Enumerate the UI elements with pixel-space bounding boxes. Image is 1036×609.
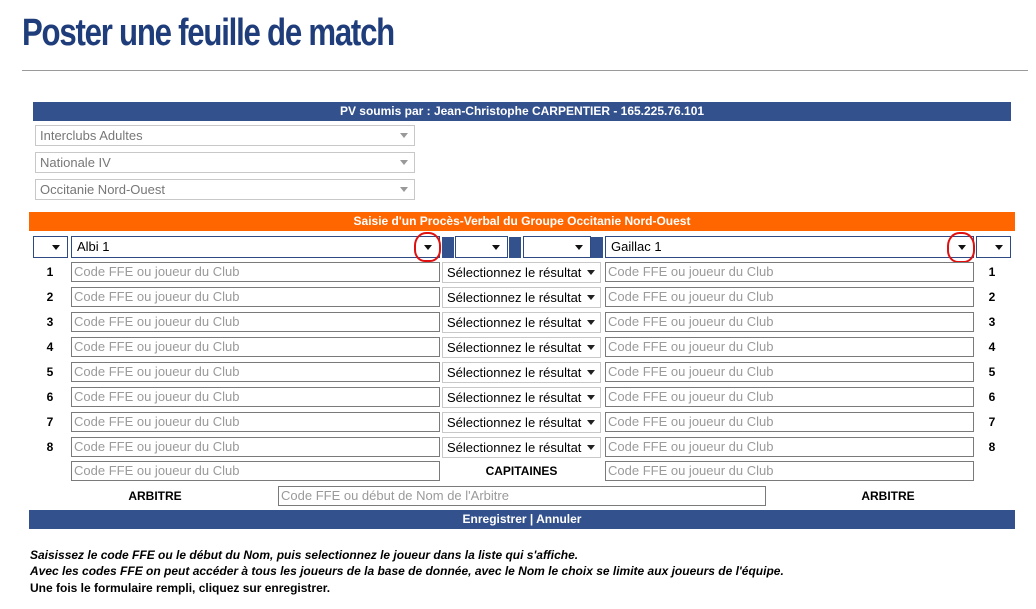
result-select[interactable] <box>442 412 601 433</box>
board-number: 4 <box>46 340 54 354</box>
board-number: 3 <box>988 315 996 329</box>
action-separator: | <box>529 512 534 526</box>
result-select[interactable] <box>442 337 601 358</box>
home-player-input[interactable]: Code FFE ou joueur du Club <box>71 287 440 307</box>
chevron-down-icon <box>587 445 595 450</box>
chevron-down-icon <box>587 345 595 350</box>
chevron-down-icon <box>995 245 1003 250</box>
board-number: 6 <box>46 390 54 404</box>
score-spacer <box>442 237 454 258</box>
home-player-input[interactable]: Code FFE ou joueur du Club <box>71 312 440 332</box>
board-number: 4 <box>988 340 996 354</box>
board-number: 2 <box>46 290 54 304</box>
home-team-select[interactable] <box>71 236 440 258</box>
help-note-3: Une fois le formulaire rempli, cliquez sur enregistrer. <box>30 581 331 595</box>
home-player-input[interactable]: Code FFE ou joueur du Club <box>71 262 440 282</box>
division-select[interactable] <box>35 152 415 173</box>
home-player-input[interactable]: Code FFE ou joueur du Club <box>71 387 440 407</box>
action-bar <box>29 510 1015 529</box>
competition-select-value: Interclubs Adultes <box>40 128 143 143</box>
result-select[interactable] <box>442 262 601 283</box>
competition-select[interactable] <box>35 125 415 146</box>
away-player-input[interactable]: Code FFE ou joueur du Club <box>605 312 974 332</box>
chevron-down-icon <box>587 270 595 275</box>
chevron-down-icon <box>52 245 60 250</box>
away-team-select[interactable] <box>605 236 974 258</box>
annotation-circle <box>414 232 441 262</box>
away-player-input[interactable]: Code FFE ou joueur du Club <box>605 387 974 407</box>
board-number: 7 <box>988 415 996 429</box>
board-number: 8 <box>46 440 54 454</box>
board-number: 3 <box>46 315 54 329</box>
home-player-input[interactable]: Code FFE ou joueur du Club <box>71 437 440 457</box>
away-player-input[interactable]: Code FFE ou joueur du Club <box>605 437 974 457</box>
chevron-down-icon <box>400 160 408 165</box>
save-button[interactable]: Enregistrer <box>462 512 527 526</box>
help-note-1: Saisissez le code FFE ou le début du Nom, puis selectionnez le joueur dans la liste qui s'affiche. <box>30 548 579 562</box>
result-select[interactable] <box>442 387 601 408</box>
home-color-select[interactable] <box>33 236 68 258</box>
cancel-button[interactable]: Annuler <box>536 512 582 526</box>
result-select-value: Sélectionnez le résultat <box>447 264 582 280</box>
board-number: 6 <box>988 390 996 404</box>
away-player-input[interactable]: Code FFE ou joueur du Club <box>605 337 974 357</box>
result-select-value: Sélectionnez le résultat <box>447 289 582 305</box>
board-number: 1 <box>988 265 996 279</box>
chevron-down-icon <box>587 320 595 325</box>
annotation-circle <box>947 232 975 263</box>
help-note-2: Avec les codes FFE on peut accéder à tous les joueurs de la base de donnée, avec le Nom le choix se limite aux joueurs de l'équipe. <box>30 564 784 578</box>
away-player-input[interactable]: Code FFE ou joueur du Club <box>605 287 974 307</box>
result-select[interactable] <box>442 312 601 333</box>
arbitre-input[interactable]: Code FFE ou début de Nom de l'Arbitre <box>278 486 766 506</box>
away-score-select[interactable] <box>523 236 591 258</box>
title-divider <box>22 70 1028 71</box>
home-team-value: Albi 1 <box>77 239 110 254</box>
home-player-input[interactable]: Code FFE ou joueur du Club <box>71 362 440 382</box>
result-select[interactable] <box>442 287 601 308</box>
arbitre-label-left: ARBITRE <box>128 489 182 503</box>
group-bar: Saisie d'un Procès-Verbal du Groupe Occitanie Nord-Ouest <box>29 212 1015 231</box>
chevron-down-icon <box>575 245 583 250</box>
home-player-input[interactable]: Code FFE ou joueur du Club <box>71 412 440 432</box>
result-select-value: Sélectionnez le résultat <box>447 389 582 405</box>
chevron-down-icon <box>587 295 595 300</box>
page-title: Poster une feuille de match <box>22 12 394 54</box>
board-number: 5 <box>988 365 996 379</box>
away-player-input[interactable]: Code FFE ou joueur du Club <box>605 262 974 282</box>
home-captain-input[interactable]: Code FFE ou joueur du Club <box>71 461 440 481</box>
away-team-value: Gaillac 1 <box>611 239 662 254</box>
board-number: 1 <box>46 265 54 279</box>
away-player-input[interactable]: Code FFE ou joueur du Club <box>605 362 974 382</box>
result-select-value: Sélectionnez le résultat <box>447 439 582 455</box>
result-select[interactable] <box>442 362 601 383</box>
board-number: 7 <box>46 415 54 429</box>
result-select-value: Sélectionnez le résultat <box>447 414 582 430</box>
result-select-value: Sélectionnez le résultat <box>447 364 582 380</box>
result-select-value: Sélectionnez le résultat <box>447 339 582 355</box>
group-select[interactable] <box>35 179 415 200</box>
submitted-by-bar: PV soumis par : Jean-Christophe CARPENTIER - 165.225.76.101 <box>33 102 1011 121</box>
chevron-down-icon <box>587 370 595 375</box>
score-spacer <box>591 237 603 258</box>
home-player-input[interactable]: Code FFE ou joueur du Club <box>71 337 440 357</box>
group-select-value: Occitanie Nord-Ouest <box>40 182 165 197</box>
board-number: 8 <box>988 440 996 454</box>
division-select-value: Nationale IV <box>40 155 111 170</box>
chevron-down-icon <box>492 245 500 250</box>
captains-label: CAPITAINES <box>485 464 558 478</box>
board-number: 2 <box>988 290 996 304</box>
away-player-input[interactable]: Code FFE ou joueur du Club <box>605 412 974 432</box>
chevron-down-icon <box>400 133 408 138</box>
result-select[interactable] <box>442 437 601 458</box>
away-color-select[interactable] <box>976 236 1011 258</box>
arbitre-label-right: ARBITRE <box>861 489 915 503</box>
board-number: 5 <box>46 365 54 379</box>
home-score-select[interactable] <box>455 236 508 258</box>
chevron-down-icon <box>587 395 595 400</box>
away-captain-input[interactable]: Code FFE ou joueur du Club <box>605 461 974 481</box>
score-spacer <box>509 237 521 258</box>
chevron-down-icon <box>400 187 408 192</box>
chevron-down-icon <box>587 420 595 425</box>
result-select-value: Sélectionnez le résultat <box>447 314 582 330</box>
